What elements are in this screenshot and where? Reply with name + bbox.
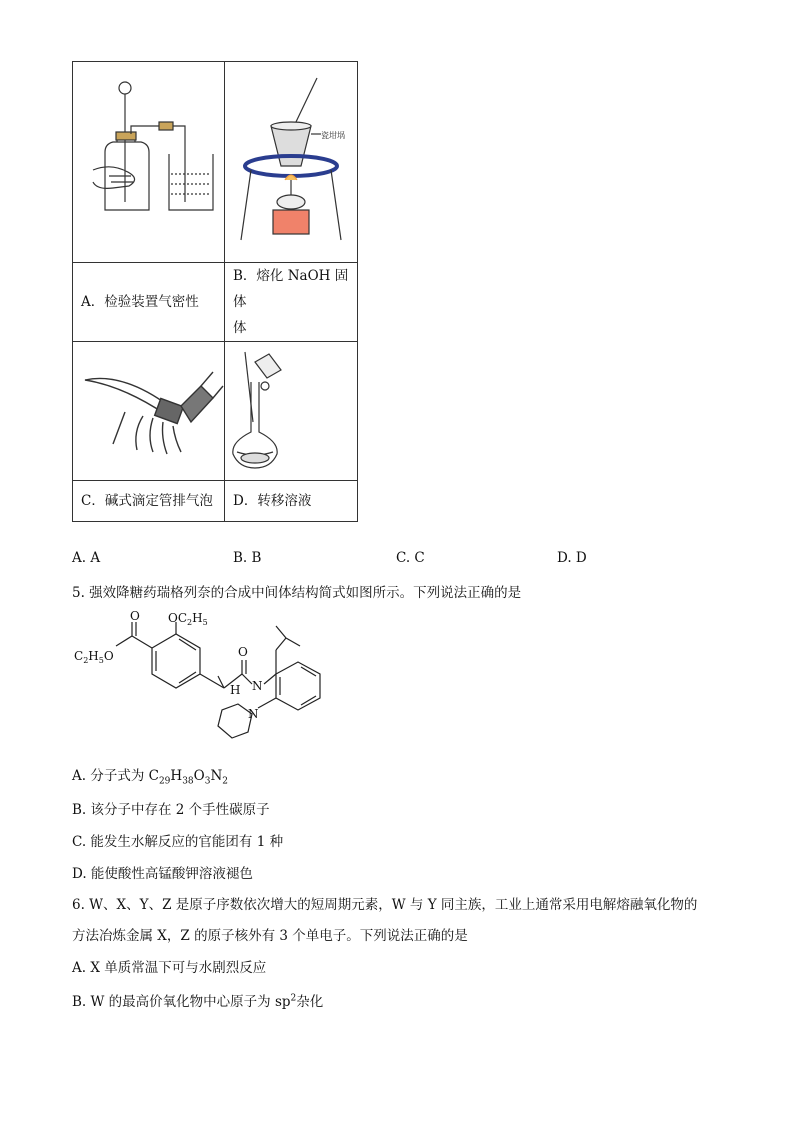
crucible-heating-figure <box>225 62 357 258</box>
caption-d-text: D．转移溶液 <box>233 493 312 509</box>
q4-option-d: D. D <box>557 550 587 566</box>
mol-o1: O <box>130 610 140 623</box>
crucible-label: 瓷坩埚 <box>321 131 345 140</box>
burette-bubble-figure <box>73 342 224 476</box>
mol-ester-left: $C_2H_5O$ <box>74 649 114 665</box>
caption-c <box>73 481 225 522</box>
q6-stem-line2: 方法冶炼金属 X，Z 的原子核外有 3 个单电子。下列说法正确的是 <box>72 928 468 944</box>
caption-c-text: C．碱式滴定管排气泡 <box>81 493 213 509</box>
solution-transfer-figure <box>225 342 357 476</box>
q5-option-d: D. 能使酸性高锰酸钾溶液褪色 <box>72 866 253 882</box>
experiment-table <box>72 61 358 522</box>
mol-n-amide: N <box>252 679 263 693</box>
mol-n-pip: N <box>248 707 259 721</box>
q4-option-c: C. C <box>396 550 425 566</box>
mol-o-amide: O <box>238 645 248 659</box>
figure-cell-d <box>225 342 358 481</box>
figure-cell-a <box>73 62 225 263</box>
q6-stem-line1: 6. W、X、Y、Z 是原子序数依次增大的短周期元素，W 与 Y 同主族，工业上通常采用电解熔融氧化物的 <box>72 897 698 913</box>
q6-option-a: A. X 单质常温下可与水剧烈反应 <box>72 960 267 976</box>
caption-a <box>73 263 225 342</box>
figure-cell-c <box>73 342 225 481</box>
caption-b <box>225 263 358 342</box>
molecule-structure <box>72 610 332 745</box>
q5-option-a: A. 分子式为 $C_{29}H_{38}O_3N_2$ <box>72 768 228 787</box>
q4-option-b: B. B <box>233 550 262 566</box>
caption-b-text-2: 体 <box>233 320 247 336</box>
airtightness-check-figure <box>73 62 224 258</box>
q5-stem: 5. 强效降糖药瑞格列奈的合成中间体结构简式如图所示。下列说法正确的是 <box>72 585 522 601</box>
q5-option-c: C. 能发生水解反应的官能团有 1 种 <box>72 834 284 850</box>
mol-ethoxy-top: $OC_2H_5$ <box>168 611 208 627</box>
mol-h-amide: H <box>230 683 241 697</box>
caption-b-text: B．熔化 NaOH 固体 <box>233 268 349 310</box>
caption-d <box>225 481 358 522</box>
q6-option-b: B. W 的最高价氧化物中心原子为 $sp^2$杂化 <box>72 993 324 1010</box>
caption-a-text: A．检验装置气密性 <box>81 294 199 310</box>
figure-cell-b <box>225 62 358 263</box>
q4-option-a: A. A <box>72 550 101 566</box>
q5-option-b: B. 该分子中存在 2 个手性碳原子 <box>72 802 270 818</box>
